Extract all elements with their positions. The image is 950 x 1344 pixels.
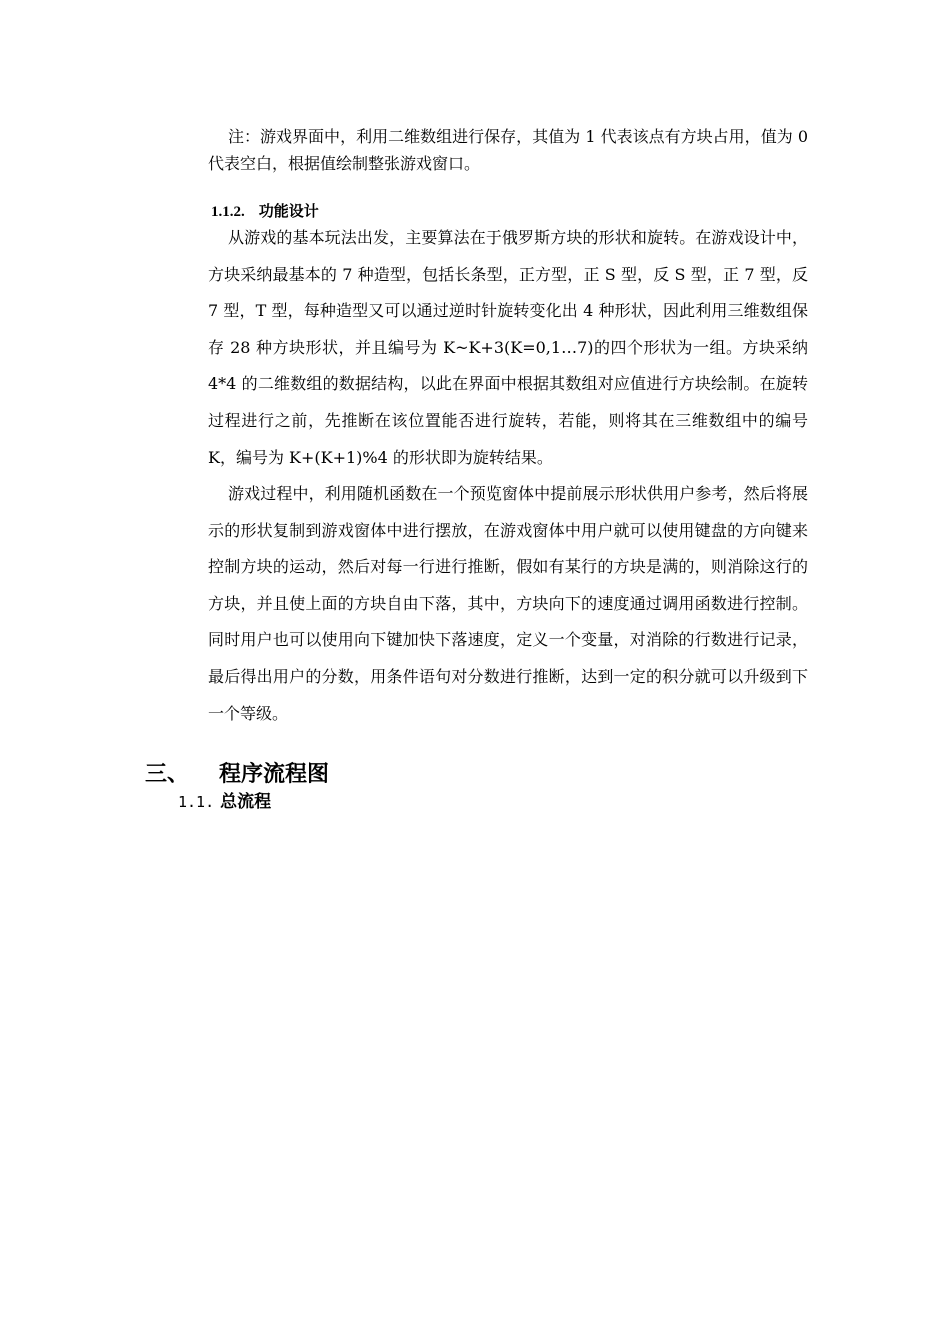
algorithm-paragraph: 从游戏的基本玩法出发，主要算法在于俄罗斯方块的形状和旋转。在游戏设计中，方块采纳最基本的 7 种造型，包括长条型，正方型，正 S 型，反 S 型，正 7 型，反 7 型，T 型，每种造型又可以通过逆时针旋转变化出 4 种形状，因此利用三维数组保存 28 种方块形状，并且编号为 K~K+3(K=0,1…7)的四个形状为一组。方块采纳 4*4 的二维数组的数据结构，以此在界面中根据其数组对应值进行方块绘制。在旋转过程进行之前，先推断在该位置能否进行旋转，若能，则将其在三维数组中的编号 K，编号为 K+(K+1)%4 的形状即为旋转结果。: [208, 228, 808, 467]
chapter-number: 三、: [145, 762, 190, 787]
section-number: 1.1.2.: [211, 204, 245, 220]
subsection-title: 总流程: [220, 792, 272, 812]
section-heading-1-1: [178, 790, 271, 814]
section-title: 功能设计: [258, 202, 319, 220]
gameplay-paragraph: 游戏过程中，利用随机函数在一个预览窗体中提前展示形状供用户参考，然后将展示的形状复制到游戏窗体中进行摆放，在游戏窗体中用户就可以使用键盘的方向键来控制方块的运动，然后对每一行进行推断，假如有某行的方块是满的，则消除这行的方块，并且使上面的方块自由下落，其中，方块向下的速度通过调用函数进行控制。同时用户也可以使用向下键加快下落速度，定义一个变量，对消除的行数进行记录，最后得出用户的分数，用条件语句对分数进行推断，达到一定的积分就可以升级到下一个等级。: [208, 484, 808, 723]
chapter-heading-3: [145, 760, 329, 790]
chapter-title: 程序流程图: [219, 762, 330, 787]
subsection-number: 1.1.: [178, 793, 215, 811]
array-note-paragraph: 注：游戏界面中，利用二维数组进行保存，其值为 1 代表该点有方块占用，值为 0 代表空白，根据值绘制整张游戏窗口。: [208, 127, 808, 173]
